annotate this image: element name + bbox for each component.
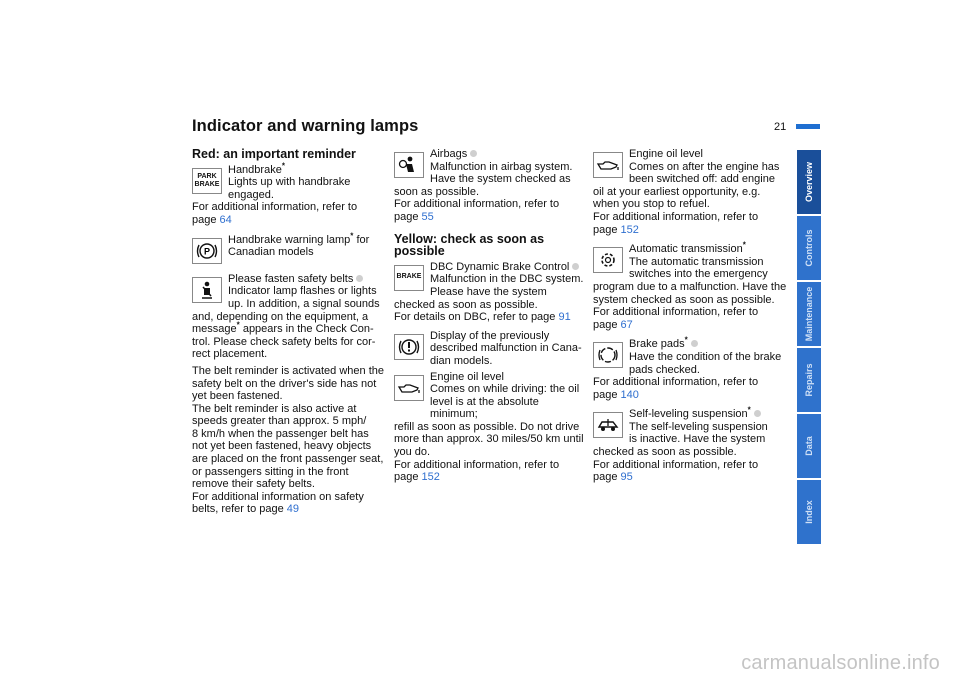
oil-can-icon: [394, 375, 424, 401]
page-link[interactable]: 64: [219, 213, 232, 226]
page-link[interactable]: 95: [620, 471, 633, 484]
seat-belt-icon: [192, 277, 222, 303]
seat-belt-entry: Please fasten safety belts Indicator lamp flashes or lights up. In addition, a signal sounds and, depending on the equipment, a message* appears in the Check Con- trol. Please check safety belts for cor- rect placement.: [192, 272, 380, 361]
brake-pad-icon: [593, 342, 623, 368]
page-number-bar: [796, 124, 820, 129]
tab-index[interactable]: Index: [797, 480, 821, 544]
tab-controls[interactable]: Controls: [797, 216, 821, 280]
tab-maintenance[interactable]: Maintenance: [797, 282, 821, 346]
suspension-car-icon: [593, 412, 623, 438]
page-number: 21: [774, 121, 787, 133]
tab-repairs[interactable]: Repairs: [797, 348, 821, 412]
oil-off-entry: Engine oil level Comes on after the engine has been switched off: add engine oil at your earliest opportunity, e.g. when you stop to refuel. For additional information, refer to page 152: [593, 148, 780, 236]
handbrake-lamp-entry: P Handbrake warning lamp* for Canadian models: [192, 234, 387, 259]
airbag-icon: [394, 152, 424, 178]
watermark: carmanualsonline.info: [741, 652, 940, 674]
oil-entry: Engine oil level Comes on while driving: the oil level is at the absolute minimum; refill as soon as possible. Do not drive more than approx. 30 miles/50 km until you do. For additional information, refer to page 152: [394, 370, 584, 484]
svg-text:P: P: [203, 246, 211, 257]
brake-pads-entry: Brake pads* Have the condition of the brake pads checked. For additional information, refer to page 140: [593, 335, 782, 401]
page-link[interactable]: 140: [620, 388, 639, 401]
parking-brake-p-icon: [192, 238, 222, 264]
column-3: [593, 148, 788, 484]
red-heading: Red: an important reminder: [192, 147, 356, 161]
transmission-gear-icon: [593, 247, 623, 273]
indicator-dot: [470, 150, 477, 157]
column-1: [192, 148, 387, 516]
dbc-entry: BRAKE DBC Dynamic Brake Control Malfunction in the DBC system. Please have the system checked as soon as possible. For details on DBC, refer to page 91: [394, 260, 584, 324]
handbrake-entry: PARK BRAKE Handbrake* Lights up with handbrake engaged. For additional information, refer to page 64: [192, 160, 358, 226]
park-brake-icon: PARK BRAKE: [192, 168, 222, 194]
page-title: Indicator and warning lamps: [192, 117, 419, 135]
automatic-transmission-entry: Automatic transmission* The automatic transmission switches into the emergency program due to a malfunction. Have the system checked as soon as possible. For additional information, refer to page 67: [593, 240, 787, 331]
oil-can-icon: [593, 152, 623, 178]
page-link[interactable]: 55: [421, 210, 434, 223]
column-2: [394, 148, 588, 484]
yellow-heading: Yellow: check as soon as possible: [394, 231, 545, 259]
indicator-dot: [572, 263, 579, 270]
page-link[interactable]: 152: [421, 471, 440, 484]
indicator-dot: [691, 340, 698, 347]
page-link[interactable]: 91: [558, 311, 571, 324]
section-tabs: [797, 150, 821, 546]
page-link[interactable]: 152: [620, 223, 639, 236]
tab-data[interactable]: Data: [797, 414, 821, 478]
self-leveling-entry: Self-leveling suspension* The self-leveling suspension is inactive. Have the system checked as soon as possible. For additional information, refer to page 95: [593, 405, 768, 484]
indicator-dot: [754, 410, 761, 417]
page-link[interactable]: 49: [286, 503, 300, 516]
malfunction-entry: Display of the previously described malfunction in Cana- dian models.: [394, 330, 588, 368]
belt-reminder-text: The belt reminder is activated when the safety belt on the driver's side has not yet been fastened. The belt reminder is also active at speeds greater than approx. 5 mph/ 8 km/h when the passenger belt has not yet been fastened, heavy objects are placed on the front passenger seat, or passengers sitting in the front remove their safety belts. For additional information on safety belts, refer to page 49: [192, 364, 384, 516]
airbags-entry: Airbags Malfunction in airbag system. Have the system checked as soon as possible. For additional information, refer to page 55: [394, 148, 573, 223]
indicator-dot: [356, 275, 363, 282]
brake-text-icon: BRAKE: [394, 265, 424, 291]
exclamation-warning-icon: [394, 334, 424, 360]
page-link[interactable]: 67: [620, 318, 633, 331]
tab-overview[interactable]: Overview: [797, 150, 821, 214]
